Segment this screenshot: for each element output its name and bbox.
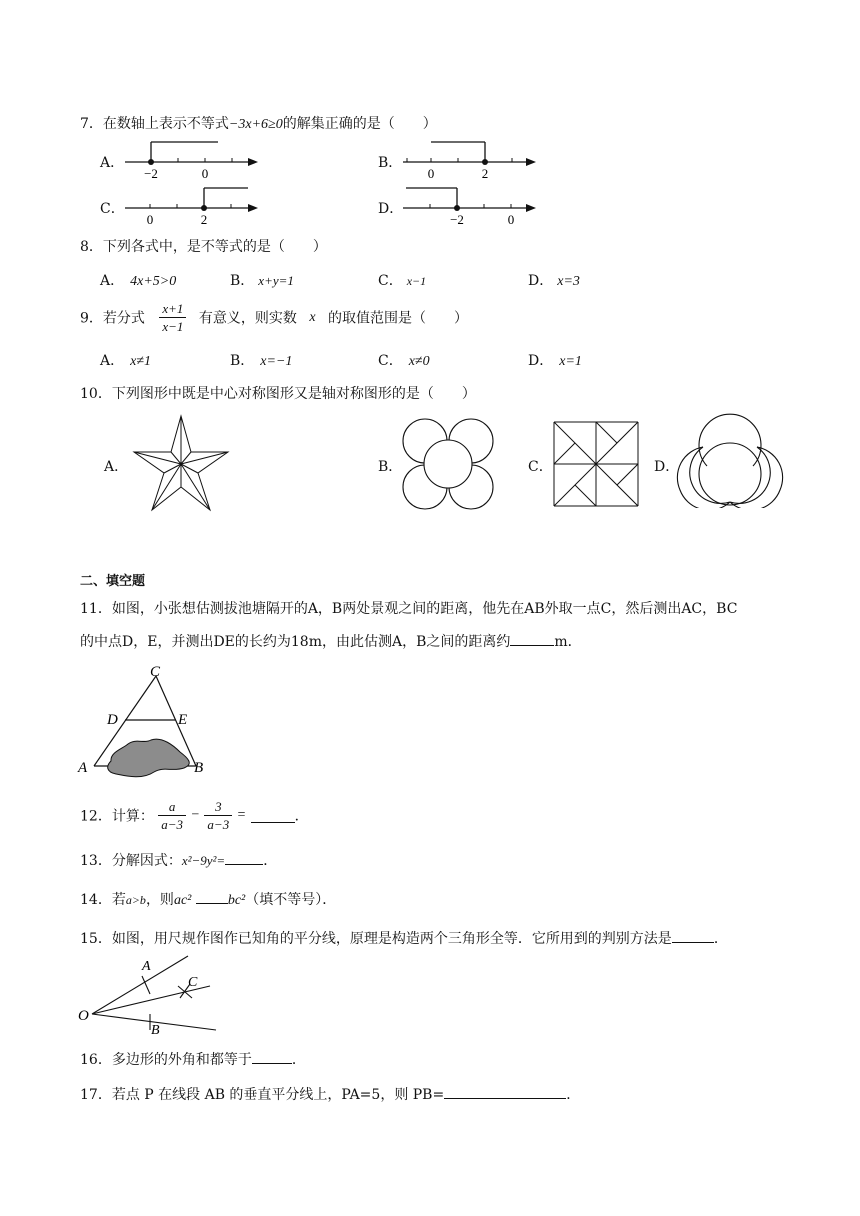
tick-label: 0 xyxy=(507,212,515,227)
q8-option-a: A． 4x+5>0 xyxy=(100,273,177,289)
q16-stem: 16．多边形的外角和都等于 ． xyxy=(80,1049,306,1069)
q11-line2: 的中点D，E，并测出DE的长约为18m，由此估测A，B之间的距离约 m． xyxy=(80,631,582,651)
q7-option-b-numberline xyxy=(398,138,538,184)
svg-text:C: C xyxy=(150,664,161,680)
q7-stem: 7．在数轴上表示不等式−3x+6≥0的解集正确的是（ ） xyxy=(80,116,437,132)
svg-text:A: A xyxy=(78,760,88,776)
svg-text:O: O xyxy=(78,1008,89,1024)
svg-text:B: B xyxy=(194,760,204,776)
q9-option-c: C． x≠0 xyxy=(378,353,430,369)
q11-triangle-figure xyxy=(76,660,216,790)
q12-stem: 12．计算： $\frac{a}{a-3}$ − $\frac{3}{a-3}$ = ． xyxy=(80,799,309,832)
q7-option-a-numberline xyxy=(120,138,260,184)
q15-stem: 15．如图，用尺规作图作已知角的平分线，原理是构造两个三角形全等．它所用到的判别方法是 ． xyxy=(80,928,728,948)
q8-option-c: C． x−1 xyxy=(378,273,427,289)
tick-label: 0 xyxy=(146,212,154,227)
q15-angle-bisector-figure xyxy=(76,954,221,1034)
svg-text:B: B xyxy=(151,1023,160,1034)
q14-answer-blank xyxy=(196,889,228,904)
q7-option-d-label: D． xyxy=(378,201,404,217)
tick-label: 0 xyxy=(201,166,209,181)
q12-answer-blank xyxy=(251,808,295,823)
tick-label: 0 xyxy=(427,166,435,181)
tick-label: 2 xyxy=(200,212,208,227)
q10-pinwheel-figure xyxy=(552,420,640,508)
q11-answer-blank xyxy=(510,631,554,646)
q8-option-d: D． x=3 xyxy=(528,273,580,289)
q10-stem: 10．下列图形中既是中心对称图形又是轴对称图形的是（ ） xyxy=(80,386,476,402)
q7-option-a-label: A． xyxy=(100,155,125,171)
q10-option-d-label: D． xyxy=(654,459,680,475)
q13-answer-blank xyxy=(225,850,263,865)
q9-option-d: D． x=1 xyxy=(528,353,582,369)
tick-label: 2 xyxy=(481,166,489,181)
q8-stem: 8．下列各式中，是不等式的是（ ） xyxy=(80,239,327,255)
q15-answer-blank xyxy=(672,928,714,943)
q17-answer-blank xyxy=(444,1084,566,1099)
q7-option-b-label: B． xyxy=(378,155,403,171)
q10-flower-figure xyxy=(400,418,496,510)
q16-answer-blank xyxy=(252,1049,292,1064)
q7-option-c-numberline xyxy=(120,184,260,230)
tick-label: −2 xyxy=(144,166,158,181)
svg-text:C: C xyxy=(188,975,198,990)
q7-option-d-numberline xyxy=(398,184,538,230)
q9-fraction: $\frac{x+1}{x-1}$ xyxy=(159,300,186,335)
tick-label: −2 xyxy=(450,212,464,227)
q9-option-b: B． x=−1 xyxy=(230,353,293,369)
q12-fraction-1: $\frac{a}{a-3}$ xyxy=(158,798,186,833)
svg-text:E: E xyxy=(178,712,188,728)
q10-option-b-label: B． xyxy=(378,459,403,475)
q10-trefoil-figure xyxy=(676,410,784,508)
section-title-fill-in: 二、填空题 xyxy=(80,574,146,589)
q10-star-figure xyxy=(130,412,234,516)
q13-stem: 13．分解因式：x²−9y²= ． xyxy=(80,850,277,870)
q11-line1: 11．如图，小张想估测拔池塘隔开的A，B两处景观之间的距离，他先在AB外取一点C，然后测出AC，BC xyxy=(80,601,738,617)
q7-option-c-label: C． xyxy=(100,201,125,217)
q9-option-a: A． x≠1 xyxy=(100,353,152,369)
q12-fraction-2: $\frac{3}{a-3}$ xyxy=(204,798,232,833)
q10-option-c-label: C． xyxy=(528,459,553,475)
svg-text:D: D xyxy=(107,712,118,728)
q9-stem: 9．若分式 $\frac{x+1}{x-1}$ 有意义，则实数 x 的取值范围是（ ） xyxy=(80,301,468,334)
q17-stem: 17．若点 P 在线段 AB 的垂直平分线上，PA=5，则 PB= ． xyxy=(80,1084,580,1104)
svg-text:A: A xyxy=(142,959,151,974)
q8-option-b: B． x+y=1 xyxy=(230,273,294,289)
q14-stem: 14．若a>b，则ac² bc²（填不等号）． xyxy=(80,889,336,909)
q7-inequality: −3x+6≥0 xyxy=(228,117,283,132)
q10-option-a-label: A． xyxy=(104,459,129,475)
